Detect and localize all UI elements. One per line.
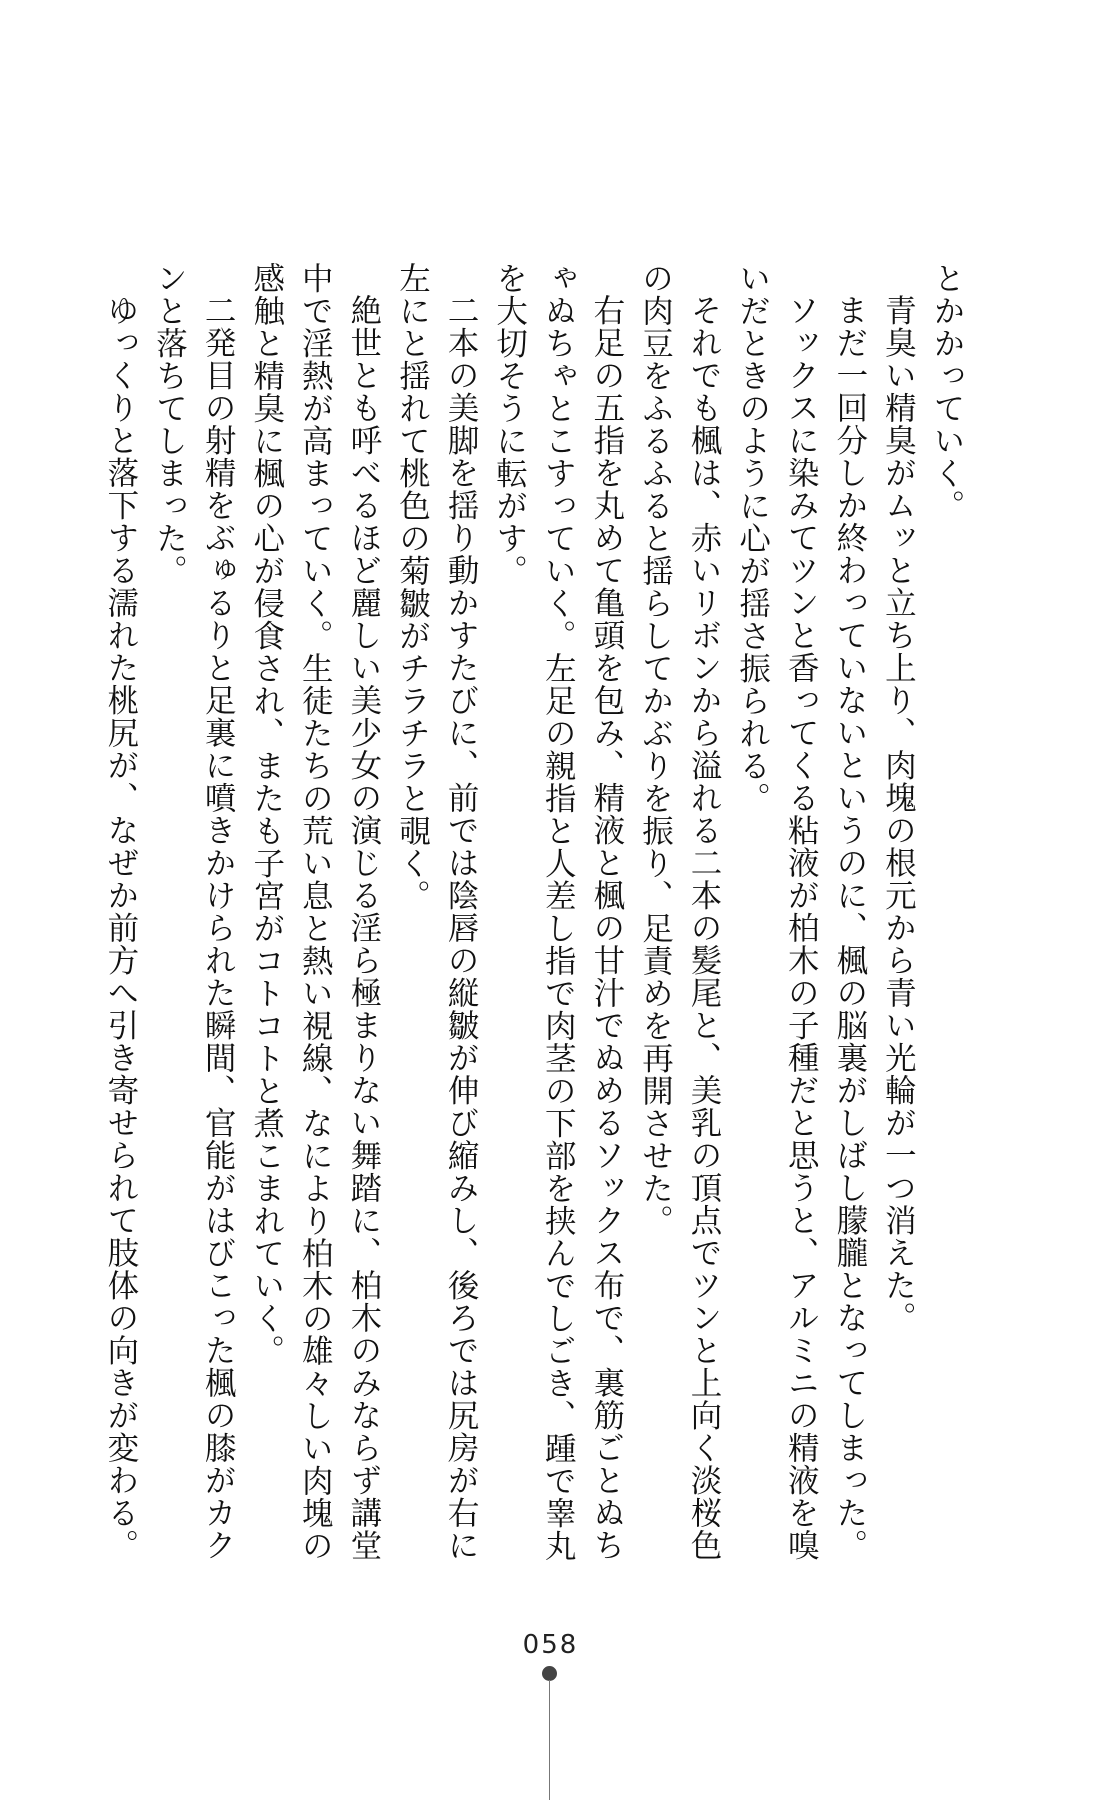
text-line: ンと落ちてしまった。	[151, 262, 188, 587]
text-line: 左にと揺れて桃色の菊皺がチラチラと覗く。	[394, 262, 431, 912]
text-line: の肉豆をふるふると揺らしてかぶりを振り、足責めを再開させた。	[637, 262, 674, 1237]
text-line: それでも楓は、赤いリボンから溢れる二本の髪尾と、美乳の頂点でツンと上向く淡桜色	[686, 293, 723, 1561]
text-line: ソックスに染みてツンと香ってくる粘液が柏木の子種だと思うと、アルミニの精液を嗅	[783, 293, 820, 1561]
text-line: を大切そうに転がす。	[491, 262, 528, 587]
text-line: 絶世とも呼べるほど麗しい美少女の演じる淫ら極まりない舞踏に、柏木のみならず講堂	[345, 293, 382, 1561]
page-marker-line	[549, 1680, 550, 1800]
text-line: まだ一回分しか終わっていないというのに、楓の脳裏がしばし朦朧となってしまった。	[831, 293, 868, 1561]
page-marker-dot	[542, 1666, 557, 1681]
text-line: 中で淫熱が高まっていく。生徒たちの荒い息と熱い視線、なにより柏木の雄々しい肉塊の	[297, 262, 334, 1562]
text-line: 青臭い精臭がムッと立ち上り、肉塊の根元から青い光輪が一つ消えた。	[880, 293, 917, 1334]
text-line: いだときのように心が揺さ振られる。	[734, 262, 771, 815]
page-number: 058	[522, 1630, 579, 1660]
vertical-body-text	[102, 262, 971, 1562]
text-line: ゃぬちゃとこすっていく。左足の親指と人差し指で肉茎の下部を挟んでしごき、踵で睾丸	[540, 262, 577, 1562]
text-line: とかかっていく。	[929, 262, 965, 522]
text-line: 二本の美脚を揺り動かすたびに、前では陰唇の縦皺が伸び縮みし、後ろでは尻房が右に	[443, 293, 480, 1561]
text-line: 感触と精臭に楓の心が侵食され、またも子宮がコトコトと煮こまれていく。	[248, 262, 285, 1367]
text-line: 右足の五指を丸めて亀頭を包み、精液と楓の甘汁でぬめるソックス布で、裏筋ごとぬち	[588, 293, 625, 1561]
text-line: 二発目の射精をぶゅるりと足裏に噴きかけられた瞬間、官能がはびこった楓の膝がカク	[200, 293, 237, 1561]
text-line: ゆっくりと落下する濡れた桃尻が、なぜか前方へ引き寄せられて肢体の向きが変わる。	[102, 293, 139, 1561]
